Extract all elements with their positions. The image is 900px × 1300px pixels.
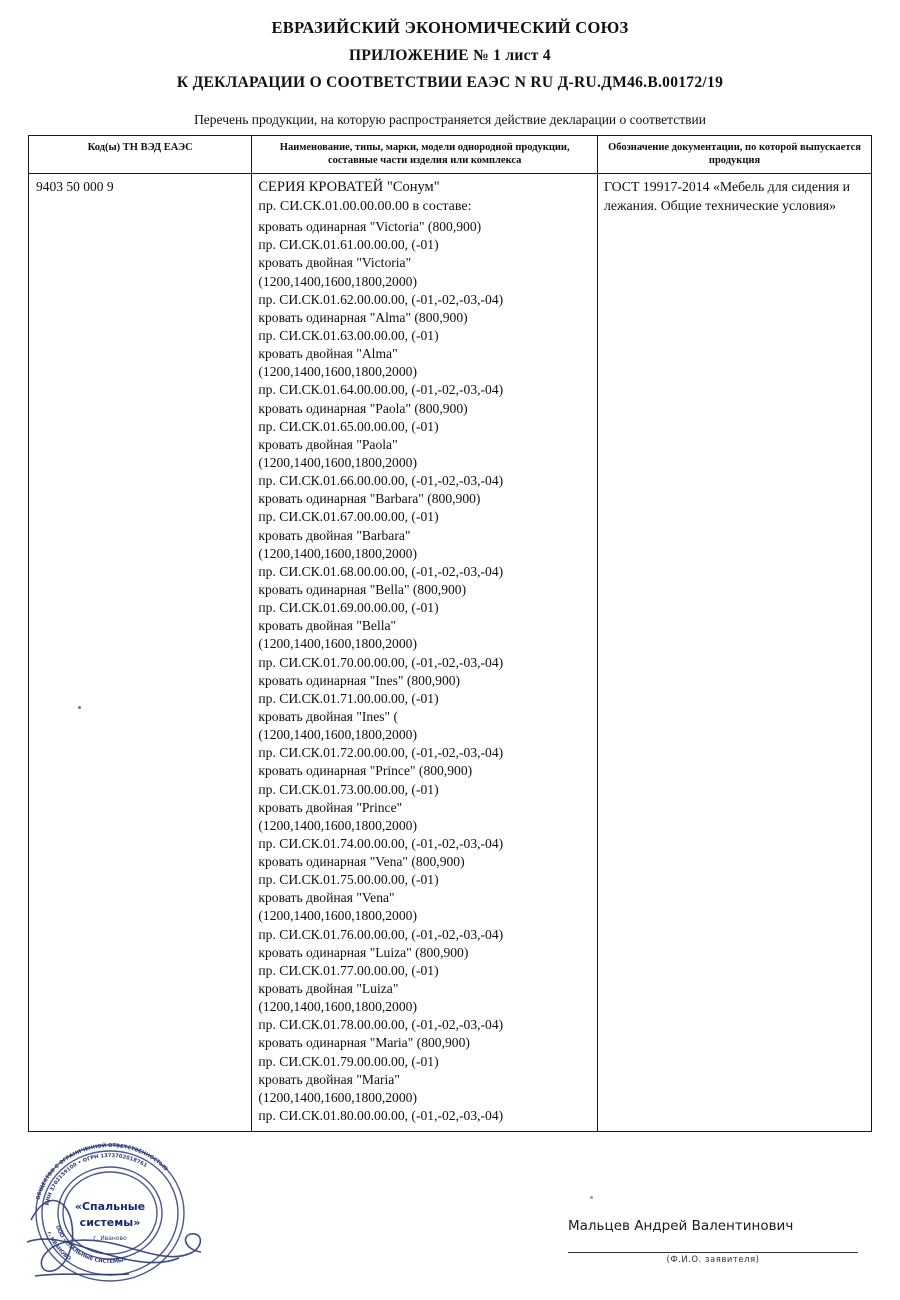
- stamp-company-line1: «Спальные: [74, 1200, 146, 1213]
- cell-documentation: [598, 174, 872, 1132]
- stamp-ring-bottom-text: г. ИВАНОВО: [45, 1230, 72, 1262]
- product-item-line: пр. СИ.СК.01.80.00.00.00, (-01,-02,-03,-04): [258, 1108, 504, 1124]
- product-item-line: (1200,1400,1600,1800,2000): [258, 908, 417, 924]
- product-item-line: пр. СИ.СК.01.71.00.00.00, (-01): [258, 690, 439, 706]
- signer-caption: (Ф.И.О. заявителя): [666, 1255, 760, 1265]
- product-item-line: пр. СИ.СК.01.77.00.00.00, (-01): [258, 962, 439, 978]
- product-item-line: кровать одинарная "Paola" (800,900): [258, 400, 468, 416]
- product-item-line: кровать двойная "Bella": [258, 618, 397, 634]
- column-header-docs: Обозначение документации, по которой выпускается продукция: [598, 136, 872, 174]
- column-header-code: Код(ы) ТН ВЭД ЕАЭС: [29, 136, 252, 174]
- product-item-line: кровать двойная "Alma": [258, 346, 398, 362]
- cell-series: [252, 174, 598, 1132]
- cell-tnved-code: 9403 50 000 9: [29, 174, 252, 1132]
- scan-artifact-dot: [78, 706, 81, 709]
- product-item-line: пр. СИ.СК.01.67.00.00.00, (-01): [258, 509, 439, 525]
- signature-line: [568, 1252, 858, 1253]
- table-header-row: [29, 136, 872, 174]
- product-item-line: кровать одинарная "Luiza" (800,900): [258, 944, 469, 960]
- stamp-ring-inn-text: ИНН 3702159100 • ОГРН 1373702018761: [44, 1152, 148, 1206]
- product-item-line: кровать двойная "Luiza": [258, 981, 399, 997]
- handwritten-signature: [25, 1180, 285, 1290]
- product-item-line: пр. СИ.СК.01.63.00.00.00, (-01): [258, 327, 439, 343]
- document-title-union: ЕВРАЗИЙСКИЙ ЭКОНОМИЧЕСКИЙ СОЮЗ: [271, 18, 629, 37]
- product-item-line: пр. СИ.СК.01.66.00.00.00, (-01,-02,-03,-04): [258, 473, 504, 489]
- product-item-line: кровать одинарная "Victoria" (800,900): [258, 219, 482, 235]
- product-item-line: кровать одинарная "Maria" (800,900): [258, 1035, 470, 1051]
- product-item-line: кровать двойная "Maria": [258, 1071, 400, 1087]
- product-item-line: кровать двойная "Ines" (: [258, 708, 398, 724]
- product-item-line: пр. СИ.СК.01.61.00.00.00, (-01): [258, 237, 439, 253]
- product-item-line: (1200,1400,1600,1800,2000): [258, 273, 417, 289]
- product-item-line: кровать одинарная "Barbara" (800,900): [258, 491, 481, 507]
- product-item-line: кровать двойная "Victoria": [258, 255, 412, 271]
- product-item-line: кровать одинарная "Bella" (800,900): [258, 581, 467, 597]
- product-item-line: (1200,1400,1600,1800,2000): [258, 727, 417, 743]
- product-item-line: пр. СИ.СК.01.72.00.00.00, (-01,-02,-03,-04): [258, 745, 504, 761]
- table-row: [29, 174, 872, 1132]
- product-item-line: пр. СИ.СК.01.78.00.00.00, (-01,-02,-03,-04): [258, 1017, 504, 1033]
- product-item-line: пр. СИ.СК.01.79.00.00.00, (-01): [258, 1053, 439, 1069]
- product-item-line: пр. СИ.СК.01.75.00.00.00, (-01): [258, 872, 439, 888]
- stamp-company-line2: системы»: [79, 1216, 141, 1229]
- product-item-line: пр. СИ.СК.01.70.00.00.00, (-01,-02,-03,-04): [258, 654, 504, 670]
- product-item-line: пр. СИ.СК.01.74.00.00.00, (-01,-02,-03,-04): [258, 835, 504, 851]
- product-item-line: пр. СИ.СК.01.65.00.00.00, (-01): [258, 418, 439, 434]
- stamp-company-sub: г. Иваново: [93, 1235, 127, 1242]
- product-item-line: кровать двойная "Paola": [258, 436, 398, 452]
- product-item-line: кровать одинарная "Prince" (800,900): [258, 763, 473, 779]
- scan-artifact-dot-2: [590, 1196, 593, 1199]
- product-item-line: (1200,1400,1600,1800,2000): [258, 545, 417, 561]
- series-subtitle: пр. СИ.СК.01.00.00.00.00 в составе:: [258, 198, 472, 214]
- product-item-line: (1200,1400,1600,1800,2000): [258, 364, 417, 380]
- series-title: СЕРИЯ КРОВАТЕЙ "Сонум": [258, 179, 440, 196]
- gost-reference: ГОСТ 19917-2014 «Мебель для сидения и лежания. Общие технические условия»: [604, 179, 850, 213]
- stamp-ring-extra-text: ООО «СПАЛЬНЫЕ СИСТЕМЫ»: [54, 1224, 128, 1266]
- product-item-line: (1200,1400,1600,1800,2000): [258, 454, 417, 470]
- signer-name: Мальцев Андрей Валентинович: [568, 1218, 794, 1234]
- document-title-declaration: К ДЕКЛАРАЦИИ О СООТВЕТСТВИИ ЕАЭС N RU Д-RU.ДМ46.В.00172/19: [176, 74, 724, 91]
- product-table: [28, 135, 872, 1132]
- product-item-line: (1200,1400,1600,1800,2000): [258, 1089, 417, 1105]
- product-item-line: кровать одинарная "Ines" (800,900): [258, 672, 461, 688]
- column-header-name: Наименование, типы, марки, модели однородной продукции, составные части изделия или комплекса: [252, 136, 598, 174]
- product-item-line: пр. СИ.СК.01.76.00.00.00, (-01,-02,-03,-04): [258, 926, 504, 942]
- document-title-appendix: ПРИЛОЖЕНИЕ № 1 лист 4: [349, 47, 551, 64]
- product-item-line: пр. СИ.СК.01.73.00.00.00, (-01): [258, 781, 439, 797]
- product-item-line: пр. СИ.СК.01.69.00.00.00, (-01): [258, 600, 439, 616]
- product-item-line: (1200,1400,1600,1800,2000): [258, 999, 417, 1015]
- product-item-line: (1200,1400,1600,1800,2000): [258, 636, 417, 652]
- product-items-list: [258, 218, 591, 1125]
- product-item-line: кровать двойная "Prince": [258, 799, 403, 815]
- table-caption: Перечень продукции, на которую распространяется действие декларации о соответствии: [194, 112, 706, 127]
- product-item-line: (1200,1400,1600,1800,2000): [258, 817, 417, 833]
- product-item-line: пр. СИ.СК.01.68.00.00.00, (-01,-02,-03,-04): [258, 563, 504, 579]
- stamp-ring-top-text: ОБЩЕСТВО С ОГРАНИЧЕННОЙ ОТВЕТСТВЕННОСТЬЮ: [35, 1142, 169, 1201]
- product-item-line: кровать двойная "Barbara": [258, 527, 411, 543]
- product-item-line: кровать двойная "Vena": [258, 890, 395, 906]
- product-item-line: кровать одинарная "Vena" (800,900): [258, 854, 465, 870]
- product-item-line: пр. СИ.СК.01.64.00.00.00, (-01,-02,-03,-04): [258, 382, 504, 398]
- product-item-line: кровать одинарная "Alma" (800,900): [258, 309, 468, 325]
- product-item-line: пр. СИ.СК.01.62.00.00.00, (-01,-02,-03,-04): [258, 291, 504, 307]
